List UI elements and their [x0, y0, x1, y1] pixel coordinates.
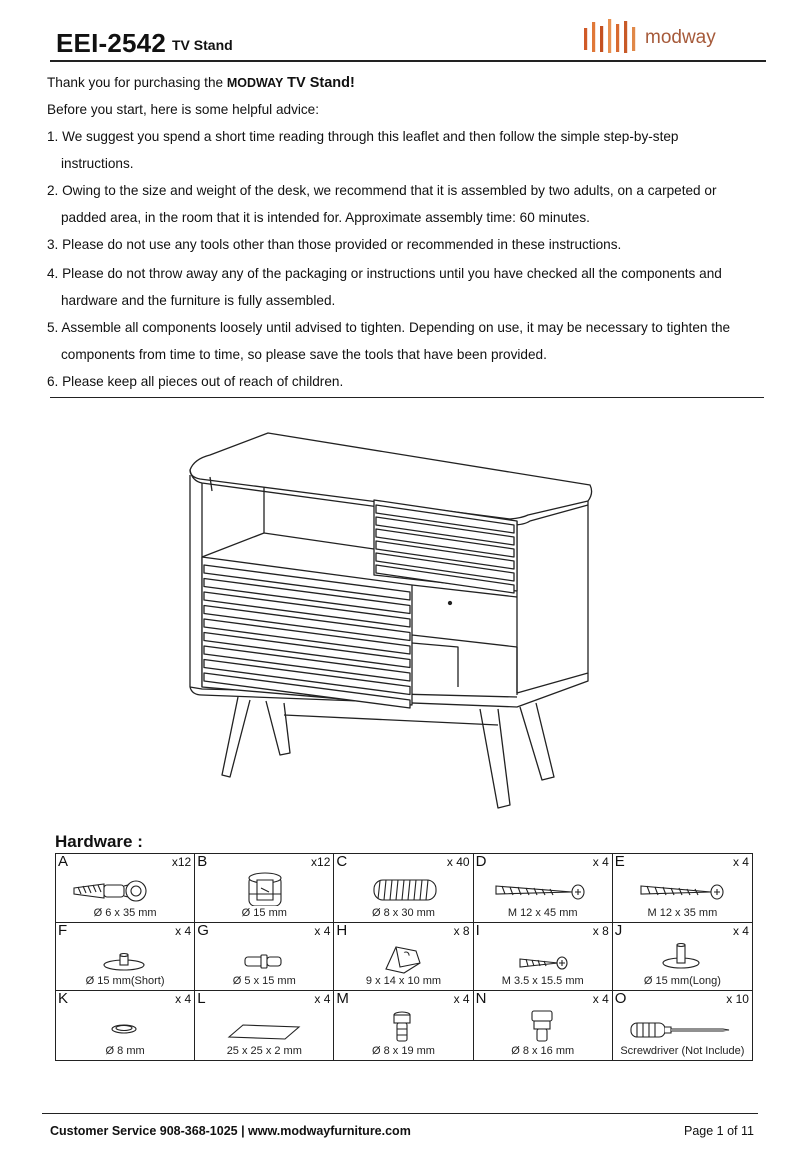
hardware-size: M 12 x 35 mm — [647, 906, 718, 919]
logo-bar — [616, 24, 619, 52]
advice-line: 2. Owing to the size and weight of the desk, we recommend that it is assembled by two adults, on a carpeted or — [47, 183, 717, 198]
customer-service-contact: Customer Service 908-368-1025 | www.modwayfurniture.com — [50, 1124, 411, 1138]
hardware-letter: O — [614, 991, 627, 1008]
hardware-table — [55, 853, 753, 1061]
hardware-quantity: x 4 — [592, 855, 609, 869]
hardware-size: Screwdriver (Not Include) — [620, 1044, 745, 1057]
page-number: Page 1 of 11 — [684, 1124, 754, 1138]
short-glide-icon — [56, 937, 195, 975]
hardware-size: Ø 5 x 15 mm — [232, 975, 296, 988]
thanks-prefix: Thank you for purchasing the — [47, 75, 227, 90]
cam-bolt-icon — [56, 868, 195, 906]
advice-line: 1. We suggest you spend a short time reading through this leaflet and then follow the simple step-by-step — [47, 129, 679, 144]
advice-line: 5. Assemble all components loosely until advised to tighten. Depending on use, it may be necessary to tighten the — [47, 320, 731, 335]
wood-dowel-icon — [334, 868, 473, 906]
hardware-item-l — [195, 991, 334, 1060]
advice-line: 6. Please keep all pieces out of reach of children. — [47, 374, 344, 389]
advice-line: hardware and the furniture is fully assembled. — [61, 293, 336, 308]
hardware-quantity: x 4 — [314, 992, 331, 1007]
hardware-letter: I — [475, 922, 480, 939]
small-screw-icon — [474, 937, 613, 975]
product-name: TV Stand — [172, 37, 233, 53]
hardware-letter: D — [475, 854, 487, 870]
hardware-size: Ø 8 x 19 mm — [372, 1044, 435, 1057]
thanks-product: TV Stand! — [287, 75, 355, 91]
hardware-letter: C — [336, 854, 348, 870]
hardware-letter: F — [58, 922, 68, 939]
hardware-size: Ø 15 mm(Long) — [643, 975, 721, 988]
hardware-item-h — [334, 923, 473, 992]
logo-bar — [608, 19, 611, 53]
hardware-letter: M — [336, 991, 349, 1008]
hardware-quantity: x 4 — [175, 923, 192, 938]
hardware-item-f — [56, 923, 195, 992]
screw-icon — [613, 868, 752, 906]
hardware-size: 25 x 25 x 2 mm — [226, 1044, 302, 1057]
hardware-quantity: x12 — [171, 855, 192, 869]
hardware-quantity: x 8 — [592, 923, 609, 938]
hardware-item-e — [613, 854, 752, 923]
plug-long-icon — [334, 1005, 473, 1043]
hardware-letter: B — [197, 854, 208, 870]
hardware-quantity: x 4 — [314, 923, 331, 938]
tv-stand-illustration — [180, 425, 600, 815]
hardware-size: M 3.5 x 15.5 mm — [501, 975, 584, 988]
felt-pad-icon — [195, 1005, 334, 1043]
section-divider — [50, 397, 764, 398]
brand-logo — [578, 16, 728, 56]
hardware-item-d — [474, 854, 613, 923]
plug-short-icon — [474, 1005, 613, 1043]
hardware-item-k — [56, 991, 195, 1060]
hardware-letter: G — [197, 922, 209, 939]
thanks-brand: MODWAY — [226, 76, 284, 90]
hardware-quantity: x 40 — [446, 855, 470, 869]
logo-bar — [632, 27, 635, 51]
hardware-quantity: x 10 — [726, 992, 749, 1007]
hardware-item-o — [613, 991, 752, 1060]
thanks-line — [47, 74, 355, 92]
hardware-size: 9 x 14 x 10 mm — [365, 975, 442, 988]
cam-lock-icon — [195, 868, 334, 906]
modway-logo-icon — [578, 16, 728, 56]
hardware-item-a — [56, 854, 195, 923]
hardware-size: Ø 6 x 35 mm — [93, 906, 157, 919]
model-code: EEI-2542 — [56, 28, 167, 58]
hardware-item-b — [195, 854, 334, 923]
footer-divider — [42, 1113, 758, 1114]
cap-cover-icon — [56, 1005, 195, 1043]
hardware-size: Ø 15 mm(Short) — [85, 975, 165, 988]
header-divider — [50, 60, 766, 62]
advice-line: 4. Please do not throw away any of the packaging or instructions until you have checked all the components and — [47, 266, 722, 281]
advice-line: padded area, in the room that it is intended for. Approximate assembly time: 60 minutes. — [61, 210, 590, 225]
logo-bar — [592, 22, 595, 52]
hardware-letter: A — [58, 854, 69, 870]
long-glide-icon — [613, 937, 752, 975]
hardware-letter: E — [614, 854, 625, 870]
hardware-quantity: x 8 — [453, 923, 470, 938]
advice-line: 3. Please do not use any tools other than those provided or recommended in these instructions. — [47, 237, 622, 252]
hardware-size: Ø 8 mm — [105, 1044, 145, 1057]
hardware-quantity: x 4 — [592, 992, 609, 1007]
advice-line: instructions. — [61, 156, 134, 171]
screwdriver-icon — [613, 1005, 752, 1043]
long-screw-icon — [474, 868, 613, 906]
hardware-quantity: x12 — [311, 855, 331, 869]
hardware-letter: L — [197, 991, 206, 1008]
hardware-item-m — [334, 991, 473, 1060]
hardware-title: Hardware : — [55, 832, 143, 851]
shelf-pin-icon — [195, 937, 334, 975]
hardware-size: M 12 x 45 mm — [507, 906, 578, 919]
logo-bar — [600, 26, 603, 52]
hardware-size: Ø 8 x 30 mm — [372, 906, 435, 919]
hardware-item-i — [474, 923, 613, 992]
hardware-size: Ø 15 mm — [241, 906, 287, 919]
hardware-item-j — [613, 923, 752, 992]
hardware-item-g — [195, 923, 334, 992]
hardware-item-n — [474, 991, 613, 1060]
hardware-letter: N — [475, 991, 487, 1008]
hardware-quantity: x 4 — [453, 992, 470, 1007]
hardware-quantity: x 4 — [175, 992, 192, 1007]
hardware-letter: J — [614, 922, 623, 939]
hardware-letter: H — [336, 922, 348, 939]
logo-bar — [584, 28, 587, 50]
advice-line: components from time to time, so please save the tools that have been provided. — [61, 347, 547, 362]
logo-bar — [624, 21, 627, 53]
hardware-item-c — [334, 854, 473, 923]
advice-intro: Before you start, here is some helpful advice: — [47, 102, 320, 117]
hardware-quantity: x 4 — [732, 923, 749, 938]
corner-bracket-icon — [334, 937, 473, 975]
brand-wordmark: modway — [645, 27, 716, 48]
hardware-quantity: x 4 — [732, 855, 749, 869]
hardware-letter: K — [58, 991, 69, 1008]
hardware-size: Ø 8 x 16 mm — [511, 1044, 575, 1057]
